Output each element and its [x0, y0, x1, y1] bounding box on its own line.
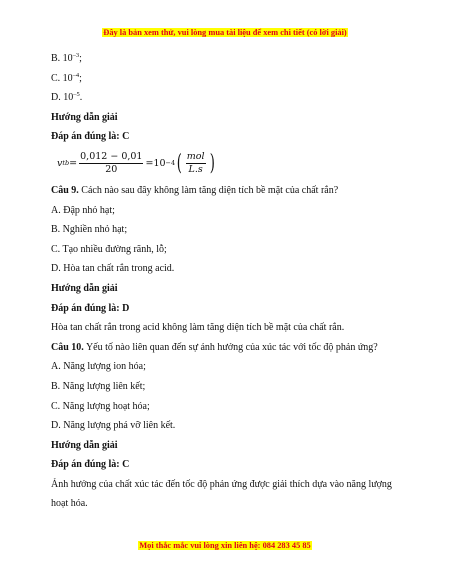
q10-option-b: B. Năng lượng liên kết;: [51, 380, 146, 392]
q9-guide-heading: Hướng dẫn giải: [51, 282, 118, 294]
q10-option-c: C. Năng lượng hoạt hóa;: [51, 400, 150, 412]
preview-banner: Đây là bản xem thử, vui lòng mua tài liệu để xem chi tiết (có lời giải): [103, 28, 347, 37]
option-b: B. $10^{-3}$;: [51, 52, 82, 64]
q9-answer: Đáp án đúng là: D: [51, 302, 130, 314]
question-9: Câu 9. Cách nào sau đây không làm tăng diện tích bề mặt của chất rắn?: [51, 184, 339, 196]
option-d: D. $10^{-5}$.: [51, 91, 83, 104]
q10-guide-heading: Hướng dẫn giải: [51, 439, 118, 451]
answer-line: Đáp án đúng là: C: [51, 131, 130, 143]
q9-option-a: A. Đập nhỏ hạt;: [51, 204, 115, 216]
question-10: Câu 10. Yếu tố nào liên quan đến sự ảnh hưởng của xúc tác với tốc độ phản ứng?: [51, 341, 378, 353]
q9-option-b: B. Nghiền nhỏ hạt;: [51, 224, 128, 236]
contact-banner: Mọi thắc mắc vui lòng xin liên hệ: 084 283 45 85: [139, 541, 311, 550]
unit-fraction: $\frac{\text{mol}}{L.s}$: [186, 151, 205, 176]
q9-explanation: Hòa tan chất rắn trong acid không làm tăng diện tích bề mặt của chất rắn.: [51, 322, 345, 334]
q9-option-c: C. Tạo nhiều đường rãnh, lỗ;: [51, 243, 167, 255]
guide-heading: Hướng dẫn giải: [51, 111, 118, 123]
q10-option-d: D. Năng lượng phá vỡ liên kết.: [51, 420, 176, 432]
q10-explanation: Ảnh hưởng của chất xúc tác đến tốc độ phản ứng được giải thích dựa vào năng lượng hoạt hóa.: [51, 478, 392, 510]
q9-option-d: D. Hòa tan chất rắn trong acid.: [51, 263, 175, 275]
option-c: C. $10^{-4}$;: [51, 71, 82, 84]
rate-fraction: $\frac{0,012 - 0,01}{20}$: [80, 151, 143, 176]
document-body: [51, 49, 401, 514]
q10-answer: Đáp án đúng là: C: [51, 459, 130, 471]
rate-formula: v tb = $\frac{0,012 - 0,01}{20}$ =10 −4 ( $\frac{\text{mol}}{L.s}$ ): [57, 150, 215, 176]
q10-option-a: A. Năng lượng ion hóa;: [51, 361, 146, 373]
